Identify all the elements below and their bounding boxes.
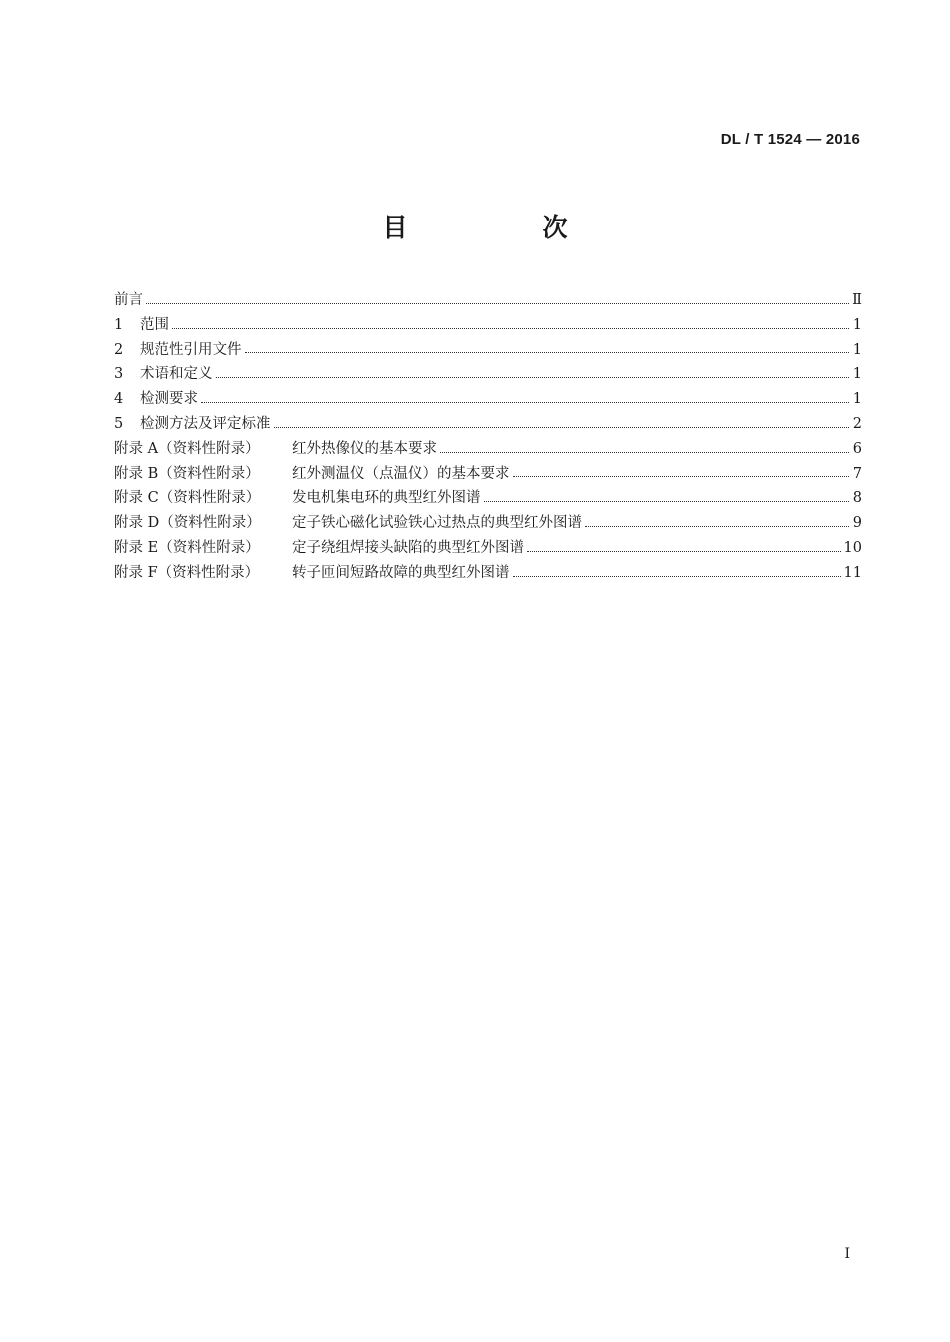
- toc-title: 检测要求: [140, 391, 198, 408]
- toc-entry-appendix-d[interactable]: [114, 511, 862, 536]
- toc-title: 定子绕组焊接头缺陷的典型红外图谱: [292, 539, 524, 556]
- standard-code: DL / T 1524 — 2016: [720, 131, 860, 148]
- page-title: 目 次: [382, 213, 623, 242]
- toc-number: 3: [114, 366, 124, 383]
- appendix-label: 附录 C（资料性附录）: [114, 490, 261, 507]
- leader-dots: [245, 352, 850, 353]
- leader-dots: [172, 328, 849, 329]
- toc-page: 7: [852, 465, 862, 482]
- leader-dots: [527, 551, 841, 552]
- toc-entry-2[interactable]: [114, 338, 862, 363]
- appendix-label: 附录 E（资料性附录）: [114, 539, 260, 556]
- toc-entry-appendix-b[interactable]: [114, 462, 862, 487]
- leader-dots: [201, 402, 849, 403]
- toc-page: 1: [852, 341, 862, 358]
- toc-page: 9: [852, 515, 862, 532]
- toc-title: 发电机集电环的典型红外图谱: [292, 490, 481, 507]
- leader-dots: [513, 576, 841, 577]
- leader-dots: [513, 476, 850, 477]
- toc-title: 检测方法及评定标准: [140, 415, 271, 432]
- toc-page: 1: [852, 366, 862, 383]
- appendix-label: 附录 F（资料性附录）: [114, 564, 260, 581]
- toc-entry-4[interactable]: [114, 387, 862, 412]
- toc-page: 11: [843, 564, 862, 581]
- toc-entry-5[interactable]: [114, 412, 862, 437]
- toc-page: 1: [852, 316, 862, 333]
- toc-page: 6: [852, 440, 862, 457]
- leader-dots: [585, 526, 849, 527]
- toc-title: 规范性引用文件: [140, 341, 242, 358]
- appendix-label: 附录 B（资料性附录）: [114, 465, 260, 482]
- toc-entry-appendix-e[interactable]: [114, 536, 862, 561]
- toc-title: 红外测温仪（点温仪）的基本要求: [292, 465, 510, 482]
- toc-number: 5: [114, 415, 124, 432]
- toc-title: 术语和定义: [140, 366, 213, 383]
- page-folio: I: [844, 1246, 850, 1262]
- toc-page: 2: [852, 415, 862, 432]
- leader-dots: [274, 427, 850, 428]
- toc-title: 红外热像仪的基本要求: [292, 440, 437, 457]
- leader-dots: [146, 303, 849, 304]
- toc-entry-appendix-c[interactable]: [114, 486, 862, 511]
- toc-page: Ⅱ: [852, 292, 862, 308]
- leader-dots: [484, 501, 850, 502]
- toc-number: 1: [114, 316, 124, 333]
- toc-number: 2: [114, 341, 124, 358]
- appendix-label: 附录 D（资料性附录）: [114, 515, 261, 532]
- toc-page: 8: [852, 490, 862, 507]
- toc-title: 前言: [114, 292, 143, 308]
- toc-entry-appendix-f[interactable]: [114, 561, 862, 586]
- leader-dots: [440, 452, 849, 453]
- toc-entry-1[interactable]: [114, 313, 862, 338]
- toc-number: 4: [114, 391, 124, 408]
- toc-entry-appendix-a[interactable]: [114, 437, 862, 462]
- toc-entry-3[interactable]: [114, 362, 862, 387]
- toc-entry-foreword[interactable]: [114, 288, 862, 313]
- leader-dots: [216, 377, 850, 378]
- table-of-contents: [114, 288, 862, 586]
- toc-page: 10: [843, 539, 862, 556]
- toc-title: 定子铁心磁化试验铁心过热点的典型红外图谱: [292, 515, 582, 532]
- appendix-label: 附录 A（资料性附录）: [114, 440, 260, 457]
- toc-page: 1: [852, 391, 862, 408]
- toc-title: 转子匝间短路故障的典型红外图谱: [292, 564, 510, 581]
- toc-title: 范围: [140, 316, 169, 333]
